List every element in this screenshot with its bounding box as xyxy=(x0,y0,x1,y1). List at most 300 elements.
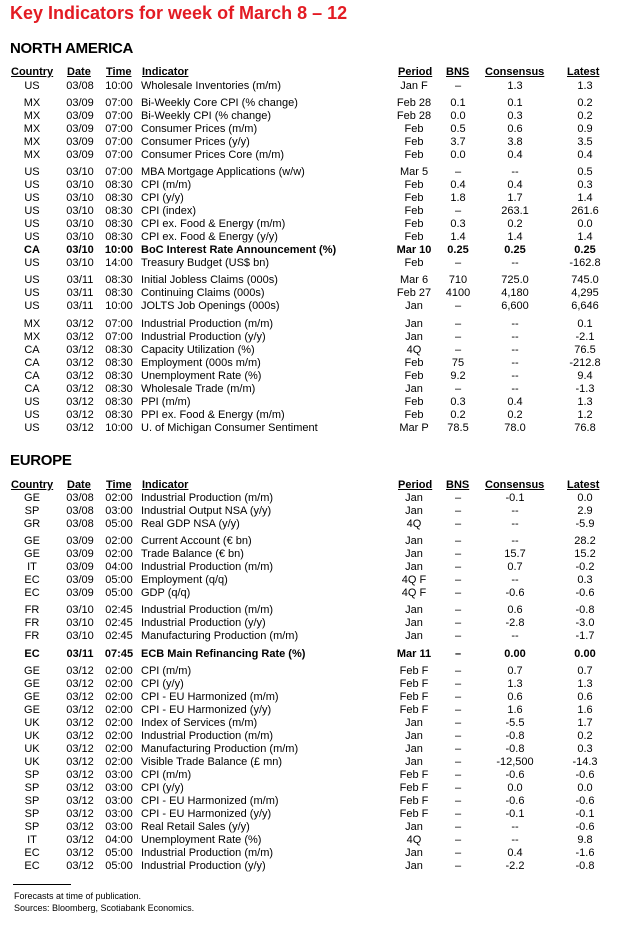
cell-bns: – xyxy=(454,795,462,807)
cell-country: UK xyxy=(24,743,40,755)
cell-date: 03/09 xyxy=(66,149,94,161)
cell-bns: – xyxy=(454,730,462,742)
cell-time: 02:00 xyxy=(105,665,133,677)
table-row xyxy=(0,730,635,743)
table-row xyxy=(0,396,635,409)
cell-consensus: 0.2 xyxy=(507,218,523,230)
cell-indicator: BoC Interest Rate Announcement (%) xyxy=(141,244,337,256)
cell-consensus: 0.0 xyxy=(507,782,523,794)
table-row xyxy=(0,123,635,136)
cell-time: 04:00 xyxy=(105,561,133,573)
cell-date: 03/09 xyxy=(66,97,94,109)
cell-consensus: -- xyxy=(511,344,519,356)
cell-consensus: -- xyxy=(511,834,519,846)
cell-indicator: U. of Michigan Consumer Sentiment xyxy=(141,422,318,434)
page-title: Key Indicators for week of March 8 – 12 xyxy=(10,3,348,23)
cell-period: Jan xyxy=(405,604,423,616)
col-header-country: Country xyxy=(11,66,54,78)
cell-latest: 1.3 xyxy=(577,80,593,92)
cell-bns: 0.3 xyxy=(450,218,466,230)
cell-country: MX xyxy=(23,97,41,109)
cell-date: 03/10 xyxy=(66,244,94,256)
cell-bns: – xyxy=(454,604,462,616)
cell-period: Feb F xyxy=(399,769,429,781)
cell-indicator: Bi-Weekly CPI (% change) xyxy=(141,110,272,122)
cell-country: CA xyxy=(24,370,40,382)
cell-date: 03/09 xyxy=(66,535,94,547)
table-row xyxy=(0,561,635,574)
cell-indicator: CPI - EU Harmonized (m/m) xyxy=(141,795,279,807)
cell-indicator: Industrial Production (m/m) xyxy=(141,561,274,573)
cell-indicator: Industrial Production (y/y) xyxy=(141,617,266,629)
cell-country: SP xyxy=(24,769,40,781)
table-row xyxy=(0,587,635,600)
cell-period: Feb xyxy=(404,396,424,408)
cell-consensus: 0.4 xyxy=(507,179,523,191)
cell-latest: 0.0 xyxy=(577,492,593,504)
cell-latest: 1.2 xyxy=(577,409,593,421)
cell-time: 08:30 xyxy=(105,409,133,421)
cell-date: 03/12 xyxy=(66,821,94,833)
cell-indicator: Consumer Prices Core (m/m) xyxy=(141,149,285,161)
cell-country: FR xyxy=(24,604,40,616)
cell-latest: -0.1 xyxy=(575,808,595,820)
cell-latest: 0.2 xyxy=(577,110,593,122)
cell-indicator: Unemployment Rate (%) xyxy=(141,834,262,846)
cell-bns: – xyxy=(454,561,462,573)
cell-indicator: Industrial Production (y/y) xyxy=(141,331,266,343)
col-header-time: Time xyxy=(106,66,132,78)
cell-time: 05:00 xyxy=(105,587,133,599)
cell-consensus: 1.4 xyxy=(507,231,523,243)
cell-date: 03/12 xyxy=(66,357,94,369)
cell-country: GE xyxy=(24,548,40,560)
table-row xyxy=(0,344,635,357)
cell-country: GE xyxy=(24,665,40,677)
cell-time: 10:00 xyxy=(105,300,133,312)
cell-indicator: JOLTS Job Openings (000s) xyxy=(141,300,280,312)
table-row xyxy=(0,847,635,860)
cell-period: Jan xyxy=(405,561,423,573)
cell-consensus: 0.7 xyxy=(507,561,523,573)
cell-country: FR xyxy=(24,630,40,642)
cell-latest: 0.3 xyxy=(577,574,593,586)
cell-indicator: CPI (m/m) xyxy=(141,665,192,677)
cell-country: US xyxy=(24,274,40,286)
cell-latest: 28.2 xyxy=(574,535,596,547)
cell-indicator: Real Retail Sales (y/y) xyxy=(141,821,250,833)
cell-bns: – xyxy=(454,678,462,690)
cell-date: 03/11 xyxy=(66,287,94,299)
cell-time: 02:00 xyxy=(105,691,133,703)
cell-country: EC xyxy=(24,574,40,586)
cell-consensus: 1.3 xyxy=(507,80,523,92)
cell-indicator: Industrial Production (y/y) xyxy=(141,860,266,872)
cell-period: Feb xyxy=(404,231,424,243)
cell-time: 07:00 xyxy=(105,331,133,343)
cell-country: US xyxy=(24,231,40,243)
cell-country: UK xyxy=(24,717,40,729)
cell-date: 03/12 xyxy=(66,769,94,781)
cell-period: Feb 28 xyxy=(396,97,432,109)
col-header-bns: BNS xyxy=(446,479,470,491)
col-header-period: Period xyxy=(398,66,433,78)
cell-bns: 710 xyxy=(448,274,468,286)
cell-time: 08:30 xyxy=(105,192,133,204)
cell-period: Mar 5 xyxy=(399,166,429,178)
cell-consensus: -0.1 xyxy=(505,492,525,504)
cell-date: 03/10 xyxy=(66,192,94,204)
cell-date: 03/12 xyxy=(66,704,94,716)
cell-period: Jan F xyxy=(400,80,428,92)
cell-latest: 0.1 xyxy=(577,318,593,330)
cell-consensus: 0.4 xyxy=(507,396,523,408)
table-row xyxy=(0,231,635,244)
cell-bns: – xyxy=(454,492,462,504)
cell-latest: 9.4 xyxy=(577,370,593,382)
cell-time: 07:00 xyxy=(105,110,133,122)
cell-latest: 745.0 xyxy=(571,274,599,286)
cell-bns: 1.4 xyxy=(450,231,466,243)
cell-latest: 0.0 xyxy=(577,782,593,794)
cell-country: EC xyxy=(24,587,40,599)
cell-consensus: -0.6 xyxy=(505,795,525,807)
cell-latest: 0.3 xyxy=(577,743,593,755)
cell-country: UK xyxy=(24,756,40,768)
cell-bns: 0.5 xyxy=(450,123,466,135)
cell-consensus: -- xyxy=(511,535,519,547)
table-row xyxy=(0,630,635,643)
table-row xyxy=(0,617,635,630)
cell-time: 07:45 xyxy=(104,648,134,660)
cell-bns: – xyxy=(454,743,462,755)
col-header-bns: BNS xyxy=(446,66,470,78)
cell-period: Jan xyxy=(405,300,423,312)
cell-time: 07:00 xyxy=(105,166,133,178)
cell-time: 03:00 xyxy=(105,808,133,820)
cell-latest: 0.9 xyxy=(577,123,593,135)
cell-time: 02:00 xyxy=(105,678,133,690)
cell-consensus: -0.8 xyxy=(505,730,525,742)
cell-consensus: 3.8 xyxy=(507,136,523,148)
cell-period: Mar P xyxy=(399,422,429,434)
cell-latest: -14.3 xyxy=(572,756,598,768)
cell-indicator: PPI (m/m) xyxy=(141,396,191,408)
table-row xyxy=(0,743,635,756)
cell-latest: -1.7 xyxy=(575,630,595,642)
cell-date: 03/09 xyxy=(66,561,94,573)
cell-time: 10:00 xyxy=(105,80,133,92)
cell-time: 10:00 xyxy=(104,244,134,256)
cell-date: 03/10 xyxy=(66,617,94,629)
table-row xyxy=(0,110,635,123)
cell-bns: 0.1 xyxy=(450,97,466,109)
cell-consensus: 263.1 xyxy=(501,205,529,217)
cell-country: MX xyxy=(23,318,41,330)
cell-indicator: ECB Main Refinancing Rate (%) xyxy=(141,648,306,660)
cell-consensus: -- xyxy=(511,318,519,330)
cell-country: CA xyxy=(24,383,40,395)
cell-time: 03:00 xyxy=(105,769,133,781)
cell-period: Jan xyxy=(405,847,423,859)
cell-period: Jan xyxy=(405,505,423,517)
cell-latest: 1.6 xyxy=(577,704,593,716)
cell-period: Feb F xyxy=(399,795,429,807)
cell-date: 03/12 xyxy=(66,665,94,677)
cell-time: 02:00 xyxy=(105,535,133,547)
cell-country: GE xyxy=(24,704,40,716)
cell-time: 07:00 xyxy=(105,136,133,148)
cell-bns: – xyxy=(454,769,462,781)
cell-bns: – xyxy=(454,331,462,343)
cell-date: 03/09 xyxy=(66,136,94,148)
cell-consensus: -- xyxy=(511,574,519,586)
cell-bns: – xyxy=(454,782,462,794)
cell-indicator: Index of Services (m/m) xyxy=(141,717,258,729)
cell-indicator: Capacity Utilization (%) xyxy=(141,344,255,356)
cell-bns: – xyxy=(454,847,462,859)
cell-date: 03/12 xyxy=(66,756,94,768)
cell-consensus: -- xyxy=(511,630,519,642)
cell-period: Jan xyxy=(405,730,423,742)
cell-time: 07:00 xyxy=(105,97,133,109)
table-row xyxy=(0,205,635,218)
cell-indicator: CPI (y/y) xyxy=(141,192,184,204)
table-row xyxy=(0,97,635,110)
cell-date: 03/09 xyxy=(66,548,94,560)
cell-indicator: Manufacturing Production (m/m) xyxy=(141,743,299,755)
cell-time: 07:00 xyxy=(105,149,133,161)
col-header-date: Date xyxy=(67,479,91,491)
cell-latest: 15.2 xyxy=(574,548,596,560)
cell-country: SP xyxy=(24,795,40,807)
cell-bns: 3.7 xyxy=(450,136,466,148)
cell-date: 03/10 xyxy=(66,604,94,616)
cell-period: Feb xyxy=(404,179,424,191)
cell-latest: 0.4 xyxy=(577,149,593,161)
cell-consensus: 0.6 xyxy=(507,604,523,616)
cell-date: 03/10 xyxy=(66,166,94,178)
cell-country: US xyxy=(24,166,40,178)
cell-indicator: Industrial Production (m/m) xyxy=(141,847,274,859)
cell-period: Jan xyxy=(405,318,423,330)
cell-consensus: -- xyxy=(511,370,519,382)
cell-latest: -0.6 xyxy=(575,587,595,599)
cell-country: FR xyxy=(24,617,40,629)
col-header-latest: Latest xyxy=(567,66,600,78)
table-row xyxy=(0,331,635,344)
cell-bns: – xyxy=(454,617,462,629)
cell-latest: 6,646 xyxy=(571,300,599,312)
col-header-consensus: Consensus xyxy=(485,66,545,78)
cell-consensus: 0.4 xyxy=(507,847,523,859)
cell-time: 05:00 xyxy=(105,574,133,586)
cell-indicator: CPI (m/m) xyxy=(141,179,192,191)
cell-country: SP xyxy=(24,821,40,833)
cell-consensus: -12,500 xyxy=(496,756,534,768)
cell-period: 4Q F xyxy=(401,587,427,599)
cell-date: 03/12 xyxy=(66,847,94,859)
cell-date: 03/12 xyxy=(66,383,94,395)
cell-latest: 3.5 xyxy=(577,136,593,148)
cell-time: 08:30 xyxy=(105,357,133,369)
cell-indicator: CPI (y/y) xyxy=(141,782,184,794)
cell-time: 08:30 xyxy=(105,287,133,299)
cell-country: GE xyxy=(24,492,40,504)
cell-bns: – xyxy=(454,665,462,677)
cell-time: 08:30 xyxy=(105,370,133,382)
col-header-consensus: Consensus xyxy=(485,479,545,491)
cell-consensus: 0.6 xyxy=(507,123,523,135)
cell-country: US xyxy=(24,396,40,408)
cell-latest: -1.3 xyxy=(575,383,595,395)
cell-latest: 76.5 xyxy=(574,344,596,356)
cell-bns: 0.2 xyxy=(450,409,466,421)
cell-date: 03/09 xyxy=(66,110,94,122)
cell-period: Feb F xyxy=(399,808,429,820)
table-row xyxy=(0,149,635,162)
cell-date: 03/12 xyxy=(66,743,94,755)
cell-date: 03/12 xyxy=(66,717,94,729)
cell-consensus: -0.1 xyxy=(505,808,525,820)
cell-country: GE xyxy=(24,535,40,547)
cell-indicator: PPI ex. Food & Energy (m/m) xyxy=(141,409,285,421)
cell-country: US xyxy=(24,205,40,217)
cell-indicator: Industrial Production (m/m) xyxy=(141,492,274,504)
cell-time: 08:30 xyxy=(105,205,133,217)
cell-bns: – xyxy=(454,808,462,820)
cell-time: 08:30 xyxy=(105,179,133,191)
cell-time: 03:00 xyxy=(105,821,133,833)
cell-period: Mar 10 xyxy=(396,244,432,256)
table-row xyxy=(0,795,635,808)
cell-bns: – xyxy=(454,518,462,530)
cell-bns: – xyxy=(454,630,462,642)
cell-consensus: 0.00 xyxy=(504,648,526,660)
cell-time: 08:30 xyxy=(105,218,133,230)
cell-country: GR xyxy=(23,518,41,530)
cell-period: Feb F xyxy=(399,665,429,677)
cell-bns: 0.25 xyxy=(447,244,469,256)
cell-date: 03/12 xyxy=(66,834,94,846)
cell-period: Jan xyxy=(405,821,423,833)
cell-latest: -0.6 xyxy=(575,795,595,807)
table-row xyxy=(0,136,635,149)
cell-country: US xyxy=(24,218,40,230)
cell-date: 03/10 xyxy=(66,218,94,230)
cell-consensus: -- xyxy=(511,331,519,343)
cell-time: 02:45 xyxy=(105,630,133,642)
table-row xyxy=(0,257,635,270)
col-header-latest: Latest xyxy=(567,479,600,491)
cell-period: Jan xyxy=(405,756,423,768)
cell-period: Feb xyxy=(404,370,424,382)
cell-latest: -1.6 xyxy=(575,847,595,859)
col-header-date: Date xyxy=(67,66,91,78)
cell-bns: – xyxy=(454,344,462,356)
cell-indicator: CPI - EU Harmonized (y/y) xyxy=(141,808,272,820)
cell-latest: 261.6 xyxy=(571,205,599,217)
table-row xyxy=(0,422,635,435)
cell-date: 03/09 xyxy=(66,574,94,586)
cell-period: Feb F xyxy=(399,782,429,794)
cell-latest: -0.2 xyxy=(575,561,595,573)
cell-date: 03/09 xyxy=(66,123,94,135)
cell-date: 03/10 xyxy=(66,179,94,191)
cell-consensus: 78.0 xyxy=(504,422,526,434)
table-row xyxy=(0,665,635,678)
cell-bns: – xyxy=(454,505,462,517)
table-row xyxy=(0,370,635,383)
cell-consensus: -0.6 xyxy=(505,587,525,599)
cell-latest: 2.9 xyxy=(577,505,593,517)
cell-country: US xyxy=(24,422,40,434)
cell-country: EC xyxy=(24,648,40,660)
cell-country: US xyxy=(24,409,40,421)
cell-country: UK xyxy=(24,730,40,742)
cell-time: 14:00 xyxy=(105,257,133,269)
cell-latest: 1.4 xyxy=(577,192,593,204)
cell-indicator: Current Account (€ bn) xyxy=(141,535,252,547)
cell-latest: 9.8 xyxy=(577,834,593,846)
cell-country: GE xyxy=(24,678,40,690)
cell-period: Jan xyxy=(405,717,423,729)
cell-date: 03/12 xyxy=(66,860,94,872)
cell-indicator: Trade Balance (€ bn) xyxy=(141,548,244,560)
cell-date: 03/12 xyxy=(66,370,94,382)
cell-date: 03/12 xyxy=(66,730,94,742)
cell-period: Feb xyxy=(404,123,424,135)
cell-indicator: Unemployment Rate (%) xyxy=(141,370,262,382)
cell-indicator: CPI ex. Food & Energy (y/y) xyxy=(141,231,278,243)
table-row xyxy=(0,244,635,257)
cell-time: 03:00 xyxy=(105,782,133,794)
cell-consensus: -- xyxy=(511,257,519,269)
cell-date: 03/11 xyxy=(66,274,94,286)
cell-period: 4Q xyxy=(406,834,422,846)
cell-consensus: -2.8 xyxy=(505,617,525,629)
cell-time: 02:00 xyxy=(105,717,133,729)
cell-latest: -0.8 xyxy=(575,860,595,872)
cell-latest: -5.9 xyxy=(575,518,595,530)
cell-time: 02:00 xyxy=(105,548,133,560)
table-row xyxy=(0,357,635,370)
cell-indicator: Industrial Output NSA (y/y) xyxy=(141,505,272,517)
cell-bns: – xyxy=(454,535,462,547)
table-row xyxy=(0,192,635,205)
cell-time: 02:45 xyxy=(105,617,133,629)
cell-indicator: Employment (000s m/m) xyxy=(141,357,261,369)
cell-consensus: 0.3 xyxy=(507,110,523,122)
cell-latest: 0.7 xyxy=(577,665,593,677)
cell-country: CA xyxy=(24,344,40,356)
table-row xyxy=(0,318,635,331)
cell-period: Jan xyxy=(405,383,423,395)
cell-latest: 1.4 xyxy=(577,231,593,243)
cell-bns: – xyxy=(454,704,462,716)
table-row xyxy=(0,782,635,795)
cell-latest: -0.8 xyxy=(575,604,595,616)
cell-bns: 4100 xyxy=(445,287,471,299)
cell-latest: 0.5 xyxy=(577,166,593,178)
section-title-north-america: NORTH AMERICA xyxy=(10,40,134,57)
cell-consensus: -5.5 xyxy=(505,717,525,729)
cell-indicator: CPI (index) xyxy=(141,205,197,217)
cell-indicator: Industrial Production (m/m) xyxy=(141,604,274,616)
cell-bns: – xyxy=(454,587,462,599)
cell-date: 03/12 xyxy=(66,409,94,421)
cell-latest: 1.3 xyxy=(577,678,593,690)
